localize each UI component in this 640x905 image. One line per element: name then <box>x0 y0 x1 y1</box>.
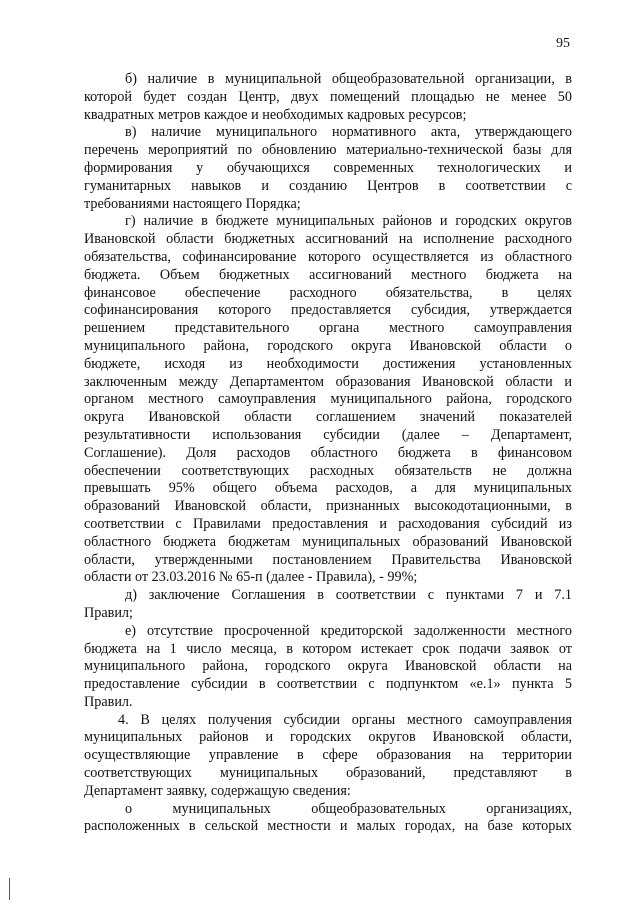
text-line: области от 23.03.2016 № 65-п (далее - Правила), - 99%; <box>84 569 418 586</box>
text-line: бюджета на 1 число месяца, в котором истекает срок подачи заявок от <box>84 640 572 657</box>
text-line: 4. В целях получения субсидии органы местного самоуправления <box>118 711 572 728</box>
text-line: бюджета. Объем бюджетных ассигнований местного бюджета на <box>84 266 572 283</box>
text-line: образований Ивановской области, признанных высокодотационными, в <box>84 498 572 515</box>
text-line: расположенных в сельской местности и малых городах, на базе которых <box>84 818 572 835</box>
paragraph-g <box>84 213 572 587</box>
text-line: областного бюджета бюджетам муниципальных образований Ивановской <box>84 533 572 550</box>
text-line: органом местного самоуправления муниципального района, городского <box>84 391 572 408</box>
text-line: муниципального района, городского округа Ивановской области на <box>84 658 572 675</box>
text-line: д) заключение Соглашения в соответствии с пунктами 7 и 7.1 <box>125 587 572 604</box>
text-line: квадратных метров каждое и необходимых кадровых ресурсов; <box>84 106 467 123</box>
text-line: софинансирования которого предоставляется субсидия, утверждается <box>84 302 572 319</box>
scan-mark <box>9 878 10 900</box>
text-line: е) отсутствие просроченной кредиторской задолженности местного <box>125 622 572 639</box>
text-line: соответствии с Правилами предоставления и расходования субсидий из <box>84 515 572 532</box>
text-line: б) наличие в муниципальной общеобразовательной организации, в <box>125 71 572 87</box>
document-body <box>84 71 572 836</box>
page-number: 95 <box>556 36 570 51</box>
text-line: обеспечении соответствующих расходных обязательств не должна <box>84 462 572 479</box>
text-line: гуманитарных навыков и созданию Центров в соответствии с <box>84 177 572 194</box>
text-line: Ивановской области бюджетных ассигнований на исполнение расходного <box>84 231 572 248</box>
text-line: обязательства, софинансирование которого осуществляется из областного <box>84 248 572 265</box>
paragraph-4 <box>84 712 572 801</box>
text-line: бюджете, исходя из необходимости достижения установленных <box>84 355 572 372</box>
text-line: Правил. <box>84 693 133 710</box>
text-line: которой будет создан Центр, двух помещений площадью не менее 50 <box>84 88 572 105</box>
text-line: области, утвержденными постановлением Правительства Ивановской <box>84 551 572 568</box>
paragraph-d <box>84 587 572 623</box>
text-line: предоставление субсидии в соответствии с подпунктом «е.1» пункта 5 <box>84 676 572 693</box>
text-line: результативности использования субсидии (далее – Департамент, <box>84 426 572 443</box>
text-line: в) наличие муниципального нормативного акта, утверждающего <box>125 124 572 141</box>
text-line: округа Ивановской области соглашением значений показателей <box>84 409 572 426</box>
text-line: о муниципальных общеобразовательных организациях, <box>125 800 572 817</box>
text-line: Департамент заявку, содержащую сведения: <box>84 782 351 799</box>
text-line: перечень мероприятий по обновлению материально-технической базы для <box>84 142 572 159</box>
paragraph-e <box>84 623 572 712</box>
text-line: г) наличие в бюджете муниципальных районов и городских округов <box>125 213 572 230</box>
text-line: муниципального района, городского округа Ивановской области о <box>84 337 572 354</box>
paragraph-v <box>84 124 572 213</box>
paragraph-o <box>84 801 572 837</box>
text-line: Правил; <box>84 604 133 621</box>
text-line: превышать 95% общего объема расходов, а для муниципальных <box>84 480 572 497</box>
text-line: формирования у обучающихся современных технологических и <box>84 159 572 176</box>
text-line: заключенным между Департаментом образования Ивановской области и <box>84 373 572 390</box>
text-line: Соглашение). Доля расходов областного бюджета в финансовом <box>84 444 572 461</box>
text-line: решением представительного органа местного самоуправления <box>84 320 572 337</box>
text-line: муниципальных районов и городских округов Ивановской области, <box>84 729 572 746</box>
paragraph-b <box>84 71 572 124</box>
text-line: соответствующих муниципальных образований, представляют в <box>84 765 572 782</box>
text-line: осуществляющие управление в сфере образования на территории <box>84 747 572 764</box>
text-line: финансовое обеспечение расходного обязательства, в целях <box>84 284 572 301</box>
text-line: требованиями настоящего Порядка; <box>84 195 301 212</box>
